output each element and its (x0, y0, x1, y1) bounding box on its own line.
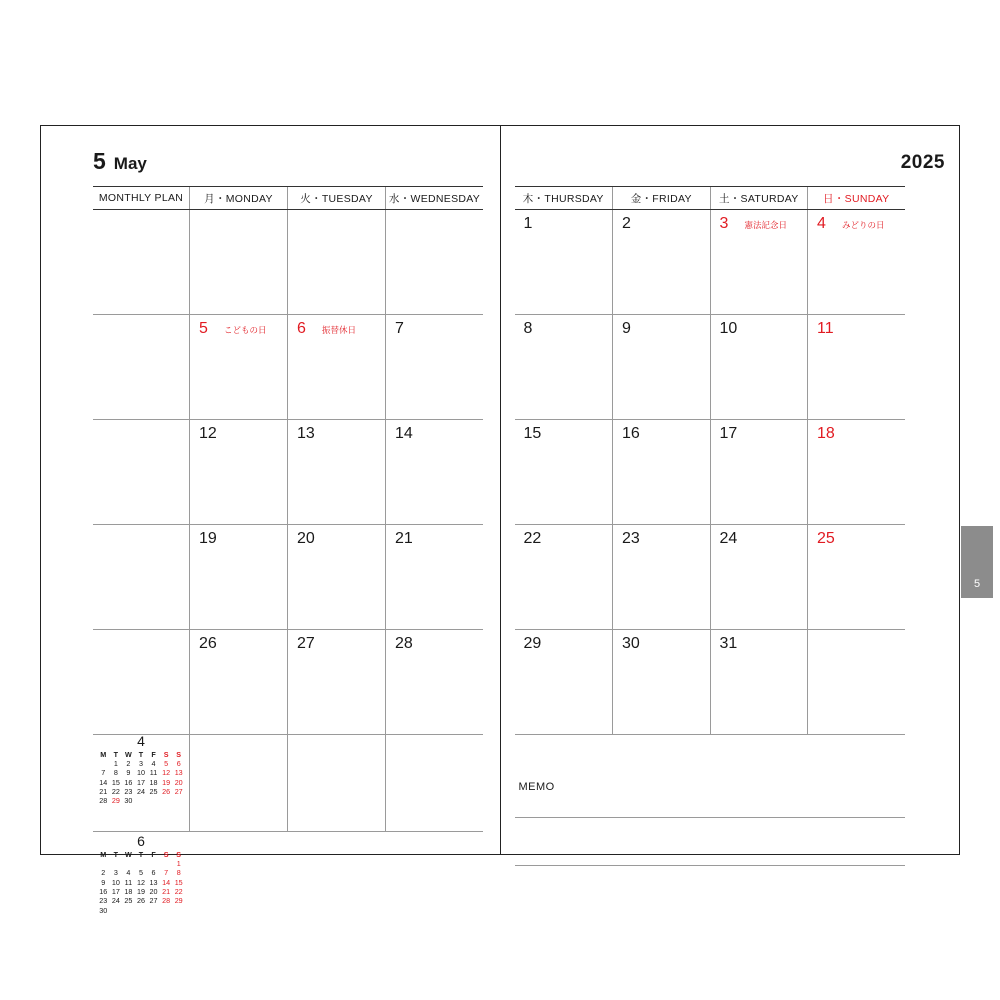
day-cell[interactable] (385, 315, 483, 419)
column-header-saturday: 土・SATURDAY (710, 187, 808, 209)
day-cell[interactable] (189, 735, 287, 831)
week-row (93, 210, 483, 315)
day-cell[interactable] (807, 420, 905, 524)
mini-day: 22 (111, 787, 120, 797)
day-cell[interactable] (287, 525, 385, 629)
mini-day: 4 (126, 868, 131, 878)
mini-day: 8 (113, 768, 118, 778)
mini-day: 1 (176, 859, 181, 869)
mini-day: 15 (174, 877, 183, 887)
day-cell[interactable] (189, 525, 287, 629)
day-cell[interactable] (189, 630, 287, 734)
day-cell[interactable] (612, 630, 710, 734)
right-page (501, 126, 960, 854)
day-number: 11 (817, 320, 834, 337)
mini-day: 16 (99, 887, 108, 897)
mini-day: 20 (174, 777, 183, 787)
day-cell[interactable] (287, 735, 385, 831)
day-cell[interactable] (515, 210, 613, 314)
day-number: 9 (622, 320, 631, 337)
day-number: 27 (297, 635, 315, 652)
mini-day: 5 (138, 868, 143, 878)
day-cell[interactable] (710, 525, 808, 629)
day-cell[interactable] (807, 315, 905, 419)
mini-day (135, 906, 148, 915)
mini-calendar-april (93, 731, 189, 808)
mini-day: 21 (162, 887, 171, 897)
column-header-tuesday: 火・TUESDAY (287, 187, 385, 209)
day-number: 8 (523, 320, 533, 337)
mini-calendar-row (97, 768, 185, 777)
mini-day: 25 (149, 787, 158, 797)
mini-day (122, 859, 135, 868)
mini-day: 23 (99, 896, 108, 906)
mini-day: 27 (174, 787, 183, 797)
day-number: 23 (622, 530, 640, 547)
day-number: 7 (395, 320, 404, 337)
column-header-friday: 金・FRIDAY (612, 187, 710, 209)
memo-label: MEMO (518, 781, 555, 793)
memo-line[interactable] (515, 818, 905, 866)
planner-spread (40, 125, 981, 915)
week-row (515, 420, 905, 525)
column-header-thursday: 木・THURSDAY (522, 192, 604, 205)
mini-day: 18 (124, 887, 133, 897)
mini-day: 7 (164, 868, 169, 878)
mini-weekday-s2: S (176, 749, 182, 759)
mini-weekday-w: W (125, 749, 132, 759)
left-column-headers (93, 186, 483, 210)
week-row (515, 210, 905, 315)
mini-day (147, 906, 160, 915)
day-number: 16 (622, 425, 640, 442)
mini-weekday-t: T (113, 849, 119, 859)
mini-day: 21 (99, 787, 108, 797)
day-number: 24 (719, 530, 738, 547)
mini-day: 6 (151, 868, 156, 878)
day-cell[interactable] (515, 525, 613, 629)
week-row (515, 630, 905, 735)
mini-calendar-title: 6 (137, 833, 145, 849)
mini-weekday-t2: T (138, 849, 144, 859)
day-number: 17 (719, 425, 738, 442)
mini-weekday-w: W (125, 849, 132, 859)
mini-day: 30 (99, 905, 108, 915)
mini-day: 13 (174, 768, 183, 778)
mini-day: 3 (113, 868, 118, 878)
mini-day: 23 (124, 787, 133, 797)
day-cell[interactable] (287, 315, 385, 419)
mini-day: 9 (126, 768, 131, 778)
mini-day: 15 (111, 777, 120, 787)
holiday-label: 振替休日 (322, 325, 357, 335)
mini-day: 27 (149, 896, 158, 906)
mini-weekday-f: F (151, 749, 156, 759)
mini-calendar-june (93, 831, 189, 917)
mini-calendar-table (97, 750, 185, 806)
mini-weekday-t: T (113, 749, 119, 759)
mini-day: 24 (111, 896, 120, 906)
mini-calendar-row (97, 787, 185, 796)
mini-day: 2 (126, 759, 131, 769)
right-calendar-grid (515, 186, 905, 735)
day-cell[interactable] (385, 735, 483, 831)
year-label: 2025 (900, 152, 945, 173)
holiday-label: こどもの日 (224, 325, 267, 335)
day-number: 29 (523, 635, 542, 652)
mini-day: 10 (136, 768, 145, 778)
mini-day (147, 796, 160, 805)
mini-day: 19 (162, 777, 171, 787)
week-row (93, 420, 483, 525)
day-number: 20 (297, 530, 315, 547)
column-header-monthly-plan: MONTHLY PLAN (98, 192, 184, 204)
day-cell[interactable] (287, 630, 385, 734)
day-cell[interactable] (515, 420, 613, 524)
day-cell[interactable] (612, 315, 710, 419)
mini-calendar-row (97, 906, 185, 915)
day-number: 12 (199, 425, 217, 442)
day-number: 13 (297, 425, 315, 442)
day-number: 3 (719, 215, 729, 232)
day-cell[interactable] (807, 210, 905, 314)
day-number: 18 (817, 425, 835, 442)
day-number: 1 (523, 215, 533, 232)
column-header-sunday: 日・SUNDAY (807, 187, 905, 209)
memo-section (515, 781, 905, 913)
day-cell[interactable] (385, 525, 483, 629)
left-page (41, 126, 501, 915)
day-cell[interactable] (710, 210, 808, 314)
mini-day: 17 (111, 887, 120, 897)
memo-line[interactable] (515, 866, 905, 913)
month-tab-label: 5 (973, 578, 981, 590)
left-calendar-grid (93, 186, 483, 915)
day-number: 14 (395, 425, 413, 442)
day-number: 31 (719, 635, 738, 652)
mini-day: 7 (101, 768, 106, 778)
mini-day (172, 796, 185, 805)
mini-day: 28 (99, 796, 108, 806)
mini-day: 19 (136, 887, 145, 897)
mini-day: 5 (164, 759, 169, 769)
mini-day (135, 859, 148, 868)
mini-day: 6 (176, 759, 181, 769)
mini-day: 14 (99, 777, 108, 787)
mini-day: 18 (149, 777, 158, 787)
mini-day: 29 (174, 896, 183, 906)
mini-calendar-header-row (97, 850, 185, 859)
month-tab-5[interactable] (961, 526, 993, 598)
mini-day: 22 (174, 887, 183, 897)
day-cell[interactable] (515, 630, 613, 734)
mini-day: 12 (136, 877, 145, 887)
mini-calendar-cell-prev (93, 630, 189, 734)
mini-calendar-row (97, 759, 185, 768)
week-row (93, 630, 483, 735)
day-number: 22 (523, 530, 542, 547)
column-header-wednesday: 水・WEDNESDAY (385, 187, 483, 209)
right-column-headers (515, 186, 905, 210)
mini-day: 14 (162, 877, 171, 887)
plan-cell[interactable] (93, 420, 189, 524)
mini-day: 12 (162, 768, 171, 778)
day-cell[interactable] (710, 630, 808, 734)
mini-day: 29 (111, 796, 120, 806)
day-cell[interactable] (807, 525, 905, 629)
day-number: 26 (199, 635, 217, 652)
day-cell[interactable] (287, 210, 385, 314)
day-number: 28 (395, 635, 413, 652)
mini-day: 8 (176, 868, 181, 878)
week-row (515, 525, 905, 630)
mini-weekday-s: S (163, 849, 169, 859)
plan-cell[interactable] (93, 525, 189, 629)
holiday-label: 憲法記念日 (744, 220, 788, 230)
mini-day (97, 859, 110, 868)
mini-day (97, 759, 110, 768)
day-cell[interactable] (612, 420, 710, 524)
day-cell[interactable] (385, 210, 483, 314)
day-number: 4 (817, 215, 826, 232)
day-number: 5 (199, 320, 208, 337)
month-number: 5 (93, 148, 106, 174)
mini-day: 11 (149, 768, 158, 778)
mini-day: 24 (136, 787, 145, 797)
mini-day: 26 (162, 787, 171, 797)
mini-calendar-row (97, 868, 185, 877)
mini-day: 3 (138, 759, 143, 769)
mini-day: 11 (124, 877, 133, 887)
week-row (93, 315, 483, 420)
holiday-label: みどりの日 (842, 220, 885, 230)
mini-day: 1 (113, 759, 118, 769)
mini-day: 9 (101, 877, 106, 887)
day-cell[interactable] (612, 525, 710, 629)
day-number: 6 (297, 320, 306, 337)
day-cell[interactable] (287, 420, 385, 524)
mini-calendar-row (97, 896, 185, 905)
mini-day: 28 (162, 896, 171, 906)
mini-day (172, 906, 185, 915)
day-cell[interactable] (385, 630, 483, 734)
mini-day (160, 906, 173, 915)
day-cell[interactable] (189, 420, 287, 524)
day-number: 2 (622, 215, 631, 232)
mini-weekday-f: F (151, 849, 156, 859)
mini-weekday-m: M (100, 749, 107, 759)
day-number: 25 (817, 530, 835, 547)
day-number: 15 (523, 425, 542, 442)
mini-calendar-table (97, 850, 185, 916)
mini-weekday-m: M (100, 849, 107, 859)
day-number: 10 (719, 320, 738, 337)
plan-cell[interactable] (93, 210, 189, 314)
mini-day: 16 (124, 777, 133, 787)
day-number: 19 (199, 530, 217, 547)
day-cell[interactable] (189, 315, 287, 419)
mini-calendar-row (97, 859, 185, 868)
mini-day (110, 859, 123, 868)
month-heading (93, 150, 483, 173)
day-number: 30 (622, 635, 640, 652)
mini-day: 4 (151, 759, 156, 769)
mini-calendar-row (97, 796, 185, 805)
column-header-monday: 月・MONDAY (189, 187, 287, 209)
mini-day: 30 (124, 796, 133, 806)
week-row (93, 525, 483, 630)
mini-calendar-row (97, 778, 185, 787)
day-number: 21 (395, 530, 413, 547)
mini-weekday-s: S (163, 749, 169, 759)
mini-day (160, 859, 173, 868)
mini-day: 17 (136, 777, 145, 787)
day-cell[interactable] (710, 315, 808, 419)
week-row (515, 315, 905, 420)
mini-day (135, 796, 148, 805)
mini-calendar-header-row (97, 750, 185, 759)
day-cell[interactable] (515, 315, 613, 419)
day-cell[interactable] (385, 420, 483, 524)
day-cell[interactable] (710, 420, 808, 524)
mini-calendar-title: 4 (137, 733, 145, 749)
mini-day (147, 859, 160, 868)
mini-weekday-s2: S (176, 849, 182, 859)
day-cell[interactable] (189, 210, 287, 314)
memo-line[interactable] (515, 793, 905, 818)
mini-day (110, 906, 123, 915)
mini-day: 13 (149, 877, 158, 887)
mini-day: 20 (149, 887, 158, 897)
day-cell[interactable] (612, 210, 710, 314)
mini-calendar-row (97, 878, 185, 887)
mini-day: 10 (111, 877, 120, 887)
mini-day: 26 (136, 896, 145, 906)
plan-cell[interactable] (93, 315, 189, 419)
mini-weekday-t2: T (138, 749, 144, 759)
day-cell[interactable] (807, 630, 905, 734)
mini-day (122, 906, 135, 915)
mini-day: 2 (101, 868, 106, 878)
mini-calendar-row (97, 887, 185, 896)
mini-day: 25 (124, 896, 133, 906)
month-name: May (113, 154, 147, 173)
mini-day (160, 796, 173, 805)
